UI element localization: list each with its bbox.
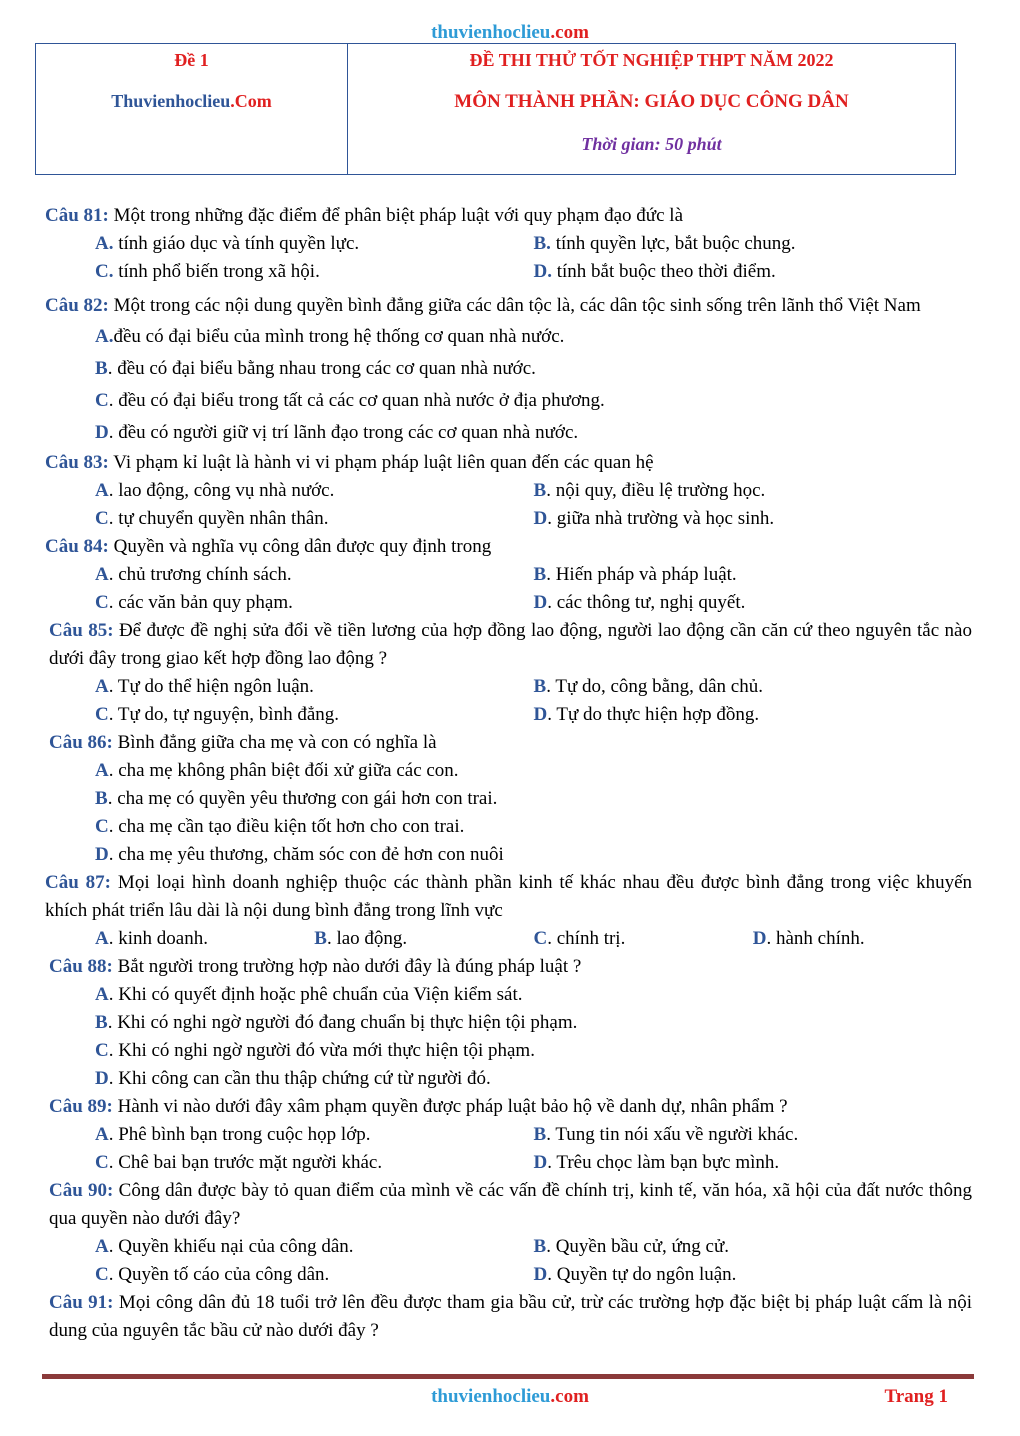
option-c[interactable]: C. Khi có nghi ngờ người đó vừa mới thực hiện tội phạm. [95, 1040, 535, 1061]
option-a[interactable]: A.đều có đại biểu của mình trong hệ thống cơ quan nhà nước. [95, 326, 565, 347]
option-c[interactable]: C. các văn bản quy phạm. [95, 592, 293, 613]
option-a[interactable]: A. Quyền khiếu nại của công dân. [95, 1236, 354, 1257]
option-b[interactable]: B. tính quyền lực, bắt buộc chung. [533, 233, 796, 254]
options-row [95, 1261, 972, 1289]
options-row [95, 561, 972, 589]
exam-header [35, 43, 956, 175]
options-row [95, 477, 972, 505]
question-87: Câu 87: Mọi loại hình doanh nghiệp thuộc các thành phần kinh tế khác nhau đều được bình đẳng trong việc khuyến khích phát triển lâu dài là nội dung bình đẳng trong lĩnh vực [45, 872, 972, 921]
option-a[interactable]: A. Tự do thể hiện ngôn luận. [95, 676, 314, 697]
option-c[interactable]: C. cha mẹ cần tạo điều kiện tốt hơn cho con trai. [95, 816, 465, 837]
question-84: Câu 84: Quyền và nghĩa vụ công dân được quy định trong [45, 536, 492, 557]
question-88: Câu 88: Bắt người trong trường hợp nào dưới đây là đúng pháp luật ? [49, 956, 582, 977]
question-83: Câu 83: Vi phạm kỉ luật là hành vi vi phạm pháp luật liên quan đến các quan hệ [45, 452, 654, 473]
question-91: Câu 91: Mọi công dân đủ 18 tuổi trở lên đều được tham gia bầu cử, trừ các trường hợp đặc biệt bị pháp luật cấm là nội dung của nguyên tắc bầu cử nào dưới đây ? [49, 1292, 973, 1341]
header-left [36, 44, 348, 174]
header-right [348, 44, 955, 174]
option-b[interactable]: B. lao động. [314, 928, 408, 949]
option-c[interactable]: C. chính trị. [533, 928, 626, 949]
option-a[interactable]: A. Phê bình bạn trong cuộc họp lớp. [95, 1124, 371, 1145]
options-row [95, 1233, 972, 1261]
options-row [95, 673, 972, 701]
option-c[interactable]: C. Chê bai bạn trước mặt người khác. [95, 1152, 383, 1173]
options-row [95, 230, 972, 258]
option-d[interactable]: D. tính bắt buộc theo thời điểm. [533, 261, 776, 282]
site-watermark-top: thuvienhoclieu.com [431, 22, 589, 43]
brand-name: Thuvienhoclieu.Com [111, 91, 272, 111]
exam-subject: MÔN THÀNH PHẦN: GIÁO DỤC CÔNG DÂN [454, 91, 849, 112]
option-c[interactable]: C. Tự do, tự nguyện, bình đẳng. [95, 704, 340, 725]
option-b[interactable]: B. đều có đại biểu bằng nhau trong các cơ quan nhà nước. [95, 358, 536, 379]
options-row [95, 925, 972, 953]
option-c[interactable]: C. Quyền tố cáo của công dân. [95, 1264, 330, 1285]
option-d[interactable]: D. Quyền tự do ngôn luận. [533, 1264, 737, 1285]
footer-divider [42, 1374, 974, 1379]
option-a[interactable]: A. chủ trương chính sách. [95, 564, 292, 585]
option-a[interactable]: A. tính giáo dục và tính quyền lực. [95, 233, 360, 254]
question-86: Câu 86: Bình đẳng giữa cha mẹ và con có nghĩa là [49, 732, 437, 753]
option-c[interactable]: C. tự chuyển quyền nhân thân. [95, 508, 329, 529]
option-b[interactable]: B. Khi có nghi ngờ người đó đang chuẩn bị thực hiện tội phạm. [95, 1012, 578, 1033]
option-b[interactable]: B. Hiến pháp và pháp luật. [533, 564, 737, 585]
option-a[interactable]: A. lao động, công vụ nhà nước. [95, 480, 335, 501]
option-a[interactable]: A. Khi có quyết định hoặc phê chuẩn của Viện kiểm sát. [95, 984, 523, 1005]
option-d[interactable]: D. hành chính. [752, 928, 865, 949]
question-82: Câu 82: Một trong các nội dung quyền bình đẳng giữa các dân tộc là, các dân tộc sinh sống trên lãnh thổ Việt Nam [45, 295, 921, 316]
option-a[interactable]: A. kinh doanh. [95, 928, 208, 949]
question-90: Câu 90: Công dân được bày tỏ quan điểm của mình về các vấn đề chính trị, kinh tế, văn hóa, xã hội của đất nước thông qua quyền nào dưới đây? [49, 1180, 973, 1229]
option-d[interactable]: D. Khi công can cần thu thập chứng cứ từ người đó. [95, 1068, 491, 1089]
option-b[interactable]: B. cha mẹ có quyền yêu thương con gái hơn con trai. [95, 788, 498, 809]
option-c[interactable]: C. tính phổ biến trong xã hội. [95, 261, 320, 282]
question-81: Câu 81: Một trong những đặc điểm để phân biệt pháp luật với quy phạm đạo đức là [45, 205, 684, 226]
option-d[interactable]: D. giữa nhà trường và học sinh. [533, 508, 775, 529]
option-d[interactable]: D. Trêu chọc làm bạn bực mình. [533, 1152, 780, 1173]
options-row [95, 701, 972, 729]
question-89: Câu 89: Hành vi nào dưới đây xâm phạm quyền được pháp luật bảo hộ về danh dự, nhân phẩm ? [49, 1096, 788, 1117]
option-b[interactable]: B. Quyền bầu cử, ứng cử. [533, 1236, 730, 1257]
option-d[interactable]: D. cha mẹ yêu thương, chăm sóc con đẻ hơn con nuôi [95, 844, 504, 865]
page-number: Trang 1 [884, 1386, 948, 1407]
option-d[interactable]: D. các thông tư, nghị quyết. [533, 592, 746, 613]
exam-code: Đề 1 [174, 50, 209, 70]
option-b[interactable]: B. nội quy, điều lệ trường học. [533, 480, 766, 501]
site-watermark-bottom: thuvienhoclieu.com [431, 1386, 589, 1407]
option-a[interactable]: A. cha mẹ không phân biệt đối xử giữa các con. [95, 760, 459, 781]
options-row [95, 258, 972, 286]
option-d[interactable]: D. Tự do thực hiện hợp đồng. [533, 704, 760, 725]
options-row [95, 505, 972, 533]
options-row [95, 1121, 972, 1149]
exam-time: Thời gian: 50 phút [581, 134, 722, 154]
question-list [45, 202, 972, 1345]
exam-title: ĐỀ THI THỬ TỐT NGHIỆP THPT NĂM 2022 [469, 50, 834, 70]
options-row [95, 589, 972, 617]
option-c[interactable]: C. đều có đại biểu trong tất cả các cơ quan nhà nước ở địa phương. [95, 390, 605, 411]
option-b[interactable]: B. Tự do, công bằng, dân chủ. [533, 676, 763, 697]
option-b[interactable]: B. Tung tin nói xấu về người khác. [533, 1124, 799, 1145]
options-row [95, 1149, 972, 1177]
option-d[interactable]: D. đều có người giữ vị trí lãnh đạo trong các cơ quan nhà nước. [95, 422, 579, 443]
question-85: Câu 85: Để được đề nghị sửa đổi về tiền lương của hợp đồng lao động, người lao động cần căn cứ theo nguyên tắc nào dưới đây trong giao kết hợp đồng lao động ? [49, 620, 972, 669]
